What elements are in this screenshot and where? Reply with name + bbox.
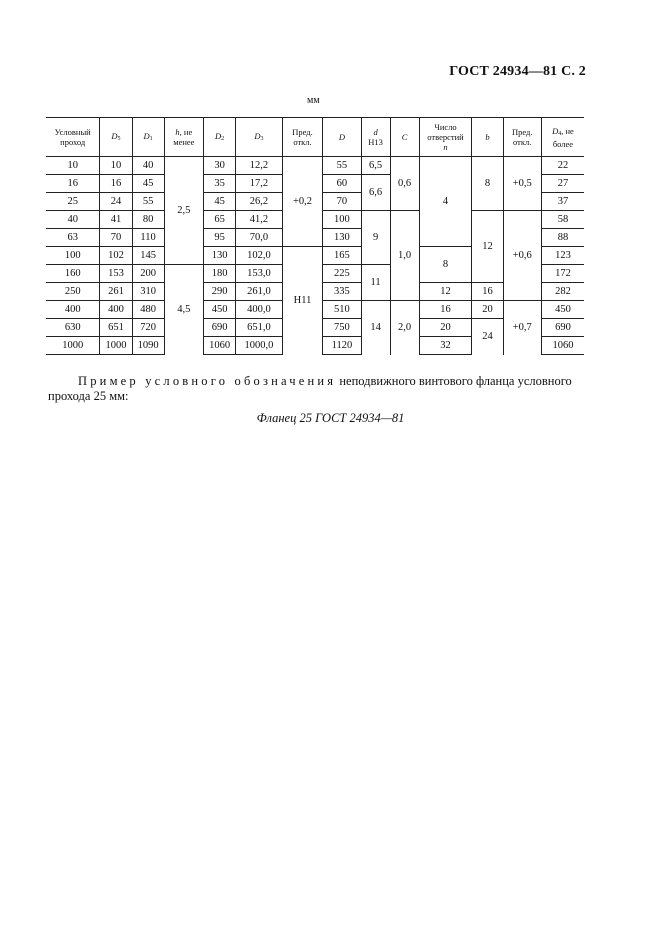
cell: 17,2 [236,175,283,193]
cell: 130 [204,247,236,265]
cell: 102 [100,247,132,265]
cell: 8 [419,247,472,283]
cell: 480 [132,301,164,319]
col-d: D [323,118,361,157]
cell: 30 [204,157,236,175]
cell: 153,0 [236,265,283,283]
col-d2: D2 [204,118,236,157]
cell: 1000 [46,337,100,355]
cell: 510 [323,301,361,319]
cell: 100 [46,247,100,265]
cell: 400,0 [236,301,283,319]
cell: H11 [282,247,322,355]
cell: 282 [541,283,584,301]
cell: 110 [132,229,164,247]
cell: 200 [132,265,164,283]
cell: 55 [323,157,361,175]
cell: 40 [46,211,100,229]
cell: 65 [204,211,236,229]
cell: 10 [100,157,132,175]
cell: 58 [541,211,584,229]
cell: 1120 [323,337,361,355]
cell: 720 [132,319,164,337]
cell: 55 [132,193,164,211]
cell: 630 [46,319,100,337]
col-d3: D3 [236,118,283,157]
cell: 153 [100,265,132,283]
cell: 24 [472,319,503,355]
cell: 335 [323,283,361,301]
cell: 45 [204,193,236,211]
cell: 145 [132,247,164,265]
example-lead: Пример условного обозначения [78,374,337,388]
cell: 16 [100,175,132,193]
cell: 400 [100,301,132,319]
cell: 70,0 [236,229,283,247]
cell: 225 [323,265,361,283]
cell: 123 [541,247,584,265]
standard-header: ГОСТ 24934—81 С. 2 [449,64,586,79]
cell: 16 [472,283,503,301]
cell: 16 [419,301,472,319]
cell: 165 [323,247,361,265]
cell: 450 [204,301,236,319]
cell: 41 [100,211,132,229]
cell: 10 [46,157,100,175]
cell: 27 [541,175,584,193]
cell: 690 [204,319,236,337]
cell: 160 [46,265,100,283]
cell: 95 [204,229,236,247]
cell: 63 [46,229,100,247]
cell: 450 [541,301,584,319]
units-label: мм [307,95,320,106]
cell: 37 [541,193,584,211]
cell: 2,0 [390,301,419,355]
cell: 400 [46,301,100,319]
designation-example: Фланец 25 ГОСТ 24934—81 [256,411,405,425]
col-d4: D4, не более [541,118,584,157]
col-d5: D5 [100,118,132,157]
table-header-row [46,118,584,157]
col-holes-count: Число отверстий n [419,118,472,157]
cell: +0,2 [282,157,322,247]
cell: 20 [419,319,472,337]
cell: 16 [46,175,100,193]
table-row [46,157,584,175]
cell: 35 [204,175,236,193]
cell: 1060 [541,337,584,355]
cell: 70 [323,193,361,211]
example-text: неподвижного винтового фланца условного прохода 25 мм: [48,374,572,403]
cell: 22 [541,157,584,175]
cell: 6,5 [361,157,390,175]
cell: 2,5 [164,157,203,265]
cell: 261 [100,283,132,301]
cell: +0,7 [503,301,541,355]
cell: 25 [46,193,100,211]
cell: 88 [541,229,584,247]
cell: 8 [472,157,503,211]
designation-example-paragraph [48,374,588,404]
cell: 261,0 [236,283,283,301]
cell: 172 [541,265,584,283]
cell: 690 [541,319,584,337]
cell: 4 [419,157,472,247]
col-nominal-bore: Условный проход [46,118,100,157]
cell: 1060 [204,337,236,355]
cell: 290 [204,283,236,301]
cell: 100 [323,211,361,229]
cell: 0,6 [390,157,419,211]
cell: 250 [46,283,100,301]
cell: 180 [204,265,236,283]
cell: 80 [132,211,164,229]
col-b: b [472,118,503,157]
cell: 32 [419,337,472,355]
cell: 20 [472,301,503,319]
col-tolerance-1: Пред. откл. [282,118,322,157]
col-d-h13: d H13 [361,118,390,157]
col-c: C [390,118,419,157]
cell: 12 [472,211,503,283]
cell: 130 [323,229,361,247]
cell: 14 [361,301,390,355]
cell: 1090 [132,337,164,355]
cell: 70 [100,229,132,247]
cell: 45 [132,175,164,193]
col-tolerance-2: Пред. откл. [503,118,541,157]
cell: 41,2 [236,211,283,229]
cell: 60 [323,175,361,193]
cell: 12,2 [236,157,283,175]
cell: 102,0 [236,247,283,265]
cell: 6,6 [361,175,390,211]
cell: 9 [361,211,390,265]
cell: 4,5 [164,265,203,355]
cell: 651,0 [236,319,283,337]
cell: 310 [132,283,164,301]
cell: 1,0 [390,211,419,301]
cell: 750 [323,319,361,337]
cell: 1000,0 [236,337,283,355]
cell: 26,2 [236,193,283,211]
col-d1: D1 [132,118,164,157]
cell: +0,6 [503,211,541,301]
cell: 11 [361,265,390,301]
cell: 651 [100,319,132,337]
cell: +0,5 [503,157,541,211]
cell: 24 [100,193,132,211]
col-h: h, не менее [164,118,203,157]
cell: 40 [132,157,164,175]
cell: 12 [419,283,472,301]
cell: 1000 [100,337,132,355]
flange-dimensions-table [46,117,584,355]
